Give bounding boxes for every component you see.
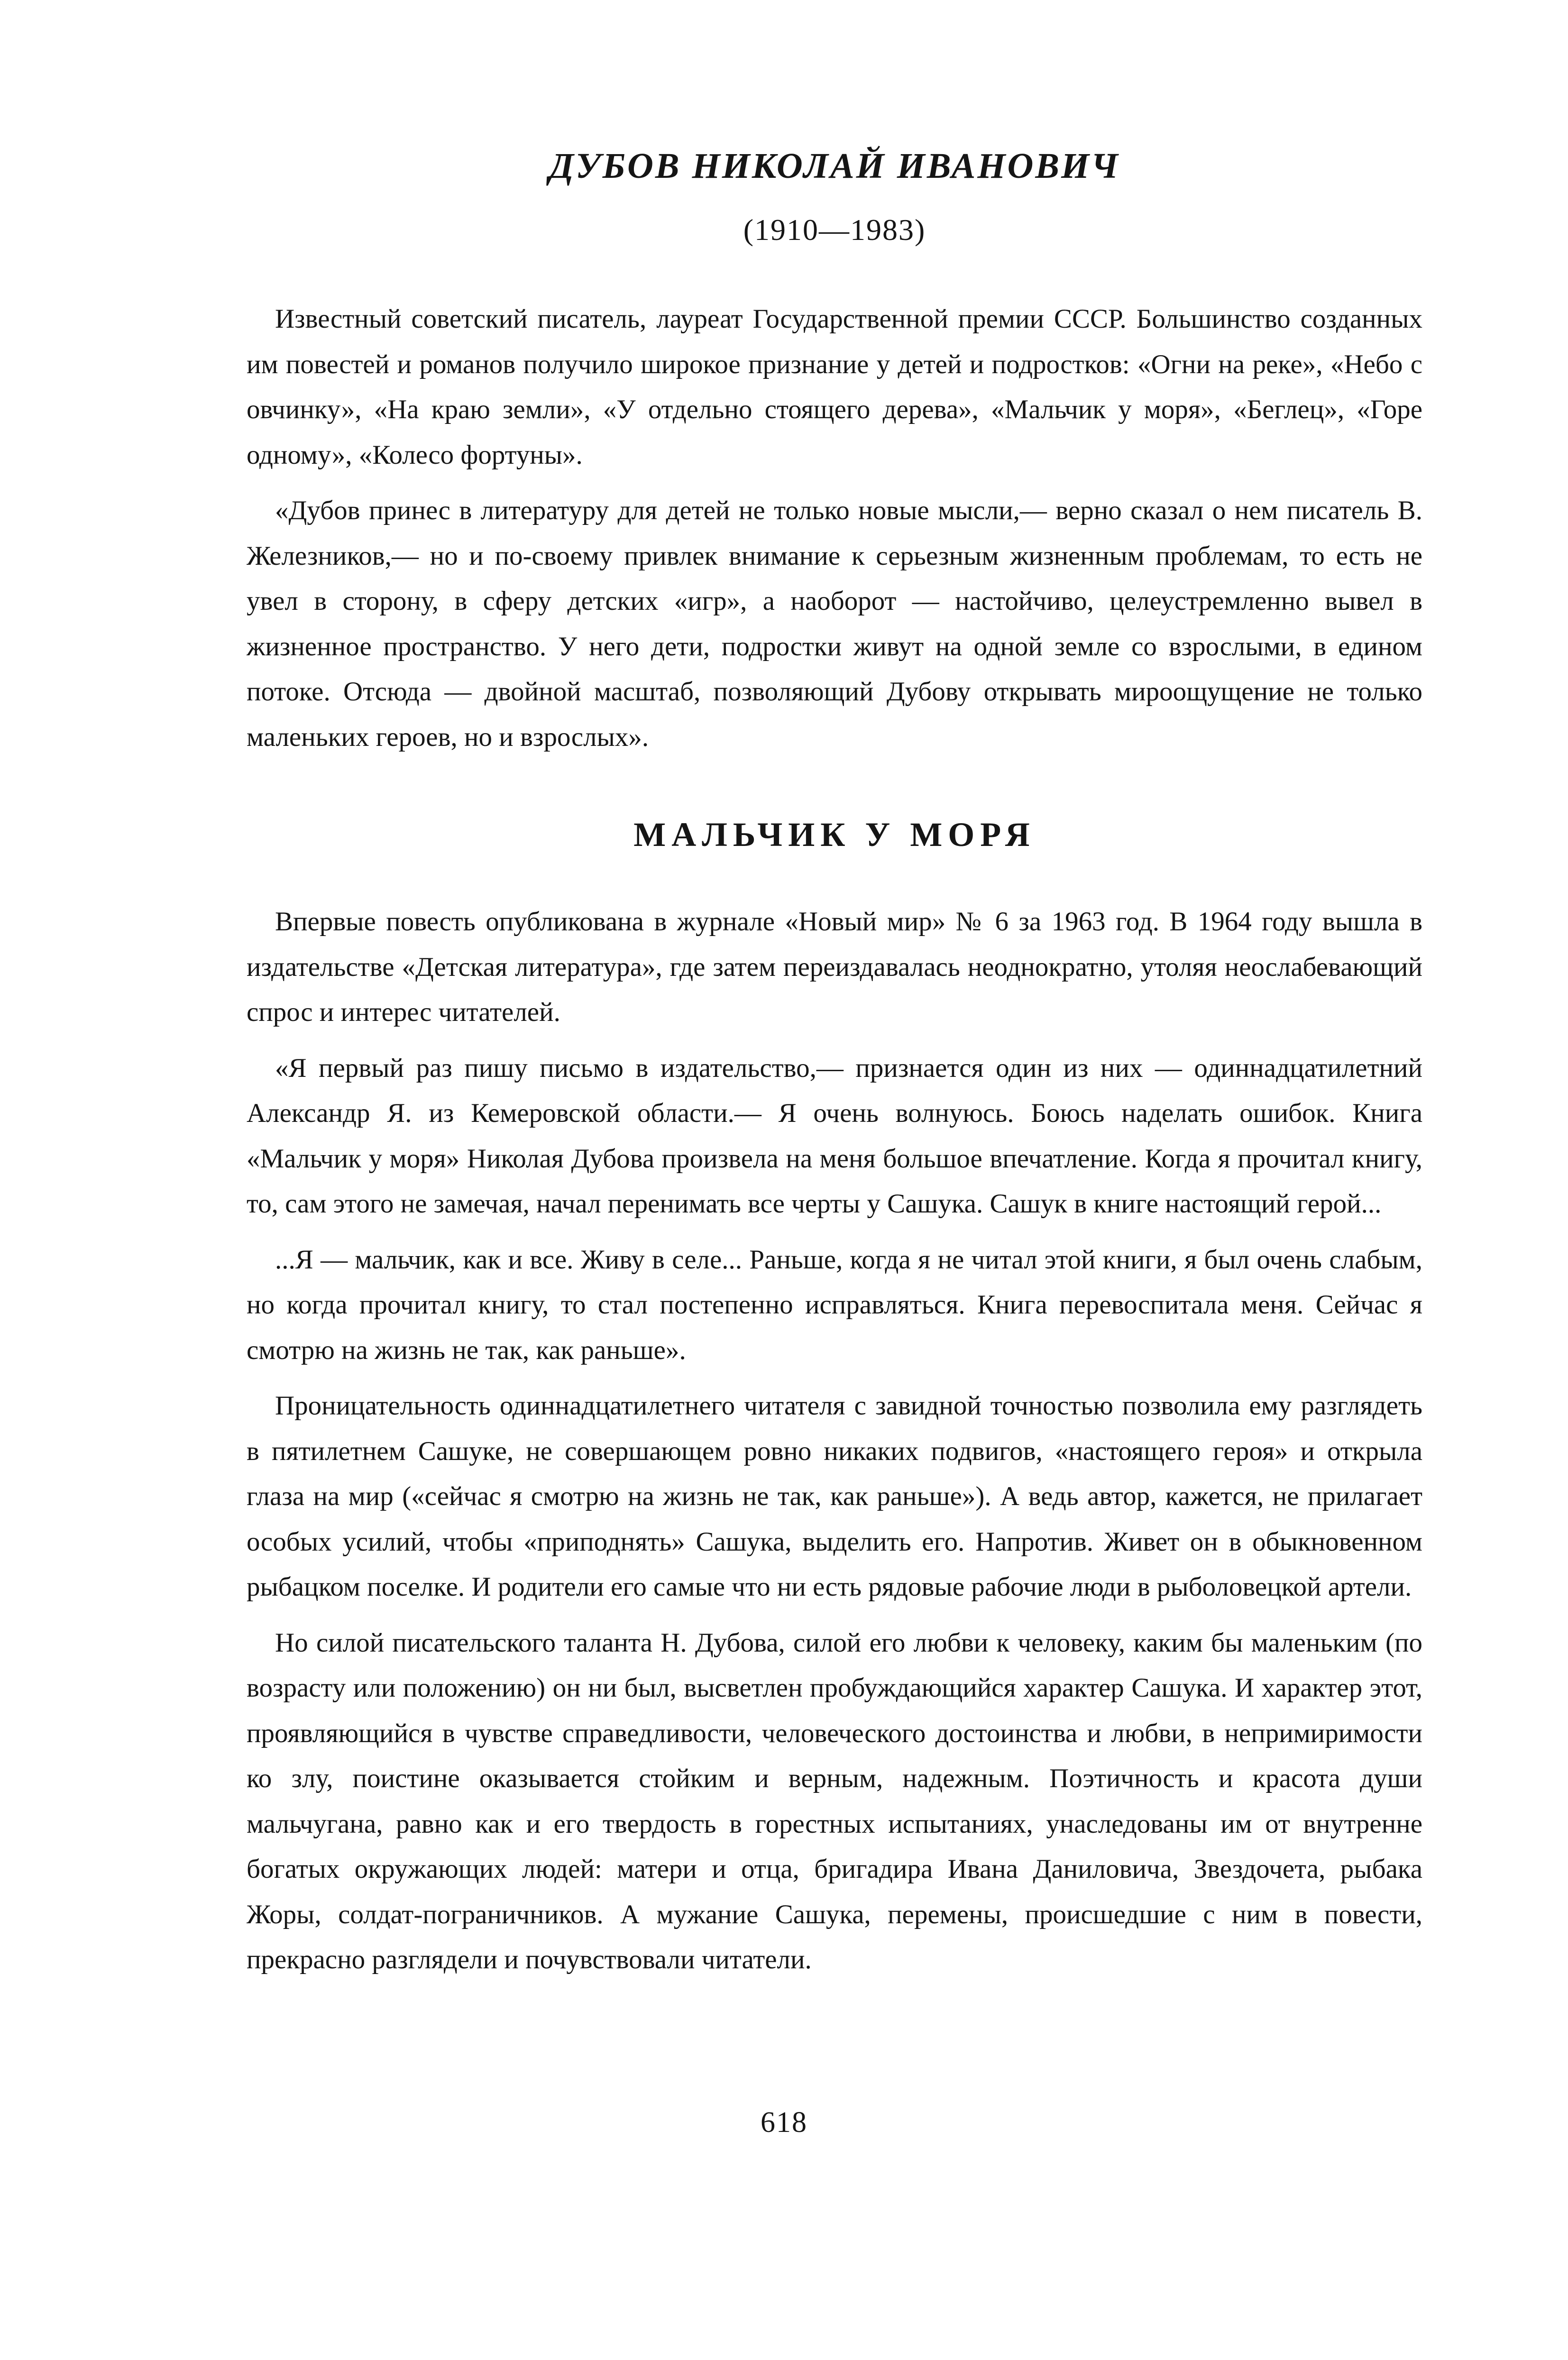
page-number: 618 bbox=[761, 2106, 807, 2139]
bio-paragraph: «Дубов принес в литературу для детей не только новые мысли,— верно сказал о нем писатель В. Железников,— но и по-своему привлек внимание к серьезным жизненным проблемам, то есть не увел в сторону, в сферу детских «игр», а наоборот — настойчиво, целеустремленно вывел в жизненное пространство. У него дети, подростки живут на одной земле со взрослыми, в едином потоке. Отсюда — двойной масштаб, позволяющий Дубову открывать мироощущение не только маленьких героев, но и взрослых». bbox=[247, 496, 1422, 752]
section-paragraph: Проницательность одиннадцатилетнего читателя с завидной точностью позволила ему разглядеть в пятилетнем Сашуке, не совершающем ровно никаких подвигов, «настоящего героя» и открыла глаза на мир («сейчас я смотрю на жизнь не так, как раньше»). А ведь автор, кажется, не прилагает особых усилий, чтобы «приподнять» Сашука, выделить его. Напротив. Живет он в обыкновенном рыбацком поселке. И родители его самые что ни есть рядовые рабочие люди в рыболовецкой артели. bbox=[247, 1391, 1422, 1602]
section-body bbox=[247, 899, 1422, 1983]
work-section bbox=[247, 811, 1422, 1983]
author-years: (1910—1983) bbox=[743, 213, 926, 247]
author-bio bbox=[247, 296, 1422, 760]
page-content bbox=[247, 142, 1422, 1993]
section-paragraph: Впервые повесть опубликована в журнале «Новый мир» № 6 за 1963 год. В 1964 году вышла в издательстве «Детская литература», где затем переиздавалась неоднократно, утоляя неослабевающий спрос и интерес читателей. bbox=[247, 907, 1422, 1027]
section-paragraph: ...Я — мальчик, как и все. Живу в селе... Раньше, когда я не читал этой книги, я был очень слабым, но когда прочитал книгу, то стал постепенно исправляться. Книга перевоспитала меня. Сейчас я смотрю на жизнь не так, как раньше». bbox=[247, 1244, 1422, 1365]
section-paragraph: «Я первый раз пишу письмо в издательство,— признается один из них — одиннадцатилетний Александр Я. из Кемеровской области.— Я очень волнуюсь. Боюсь наделать ошибок. Книга «Мальчик у моря» Николая Дубова произвела на меня большое впечатление. Когда я прочитал книгу, то, сам этого не замечая, начал перенимать все черты у Сашука. Сашук в книге настоящий герой... bbox=[247, 1053, 1422, 1219]
section-paragraph: Но силой писательского таланта Н. Дубова, силой его любви к человеку, каким бы маленьким (по возрасту или положению) он ни был, высветлен пробуждающийся характер Сашука. И характер этот, проявляющийся в чувстве справедливости, человеческого достоинства и любви, в непримиримости ко злу, поистине оказывается стойким и верным, надежным. Поэтичность и красота души мальчугана, равно как и его твердость в горестных испытаниях, унаследованы им от внутренне богатых окружающих людей: матери и отца, бригадира Ивана Даниловича, Звездочета, рыбака Жоры, солдат-пограничников. А мужание Сашука, перемены, происшедшие с ним в повести, прекрасно разглядели и почувствовали читатели. bbox=[247, 1627, 1422, 1974]
bio-paragraph: Известный советский писатель, лауреат Государственной премии СССР. Большинство созданных им повестей и романов получило широкое признание у детей и подростков: «Огни на реке», «Небо с овчинку», «На краю земли», «У отдельно стоящего дерева», «Мальчик у моря», «Беглец», «Горе одному», «Колесо фортуны». bbox=[247, 304, 1422, 470]
section-title: МАЛЬЧИК У МОРЯ bbox=[633, 816, 1036, 854]
author-name: ДУБОВ НИКОЛАЙ ИВАНОВИЧ bbox=[549, 146, 1120, 186]
